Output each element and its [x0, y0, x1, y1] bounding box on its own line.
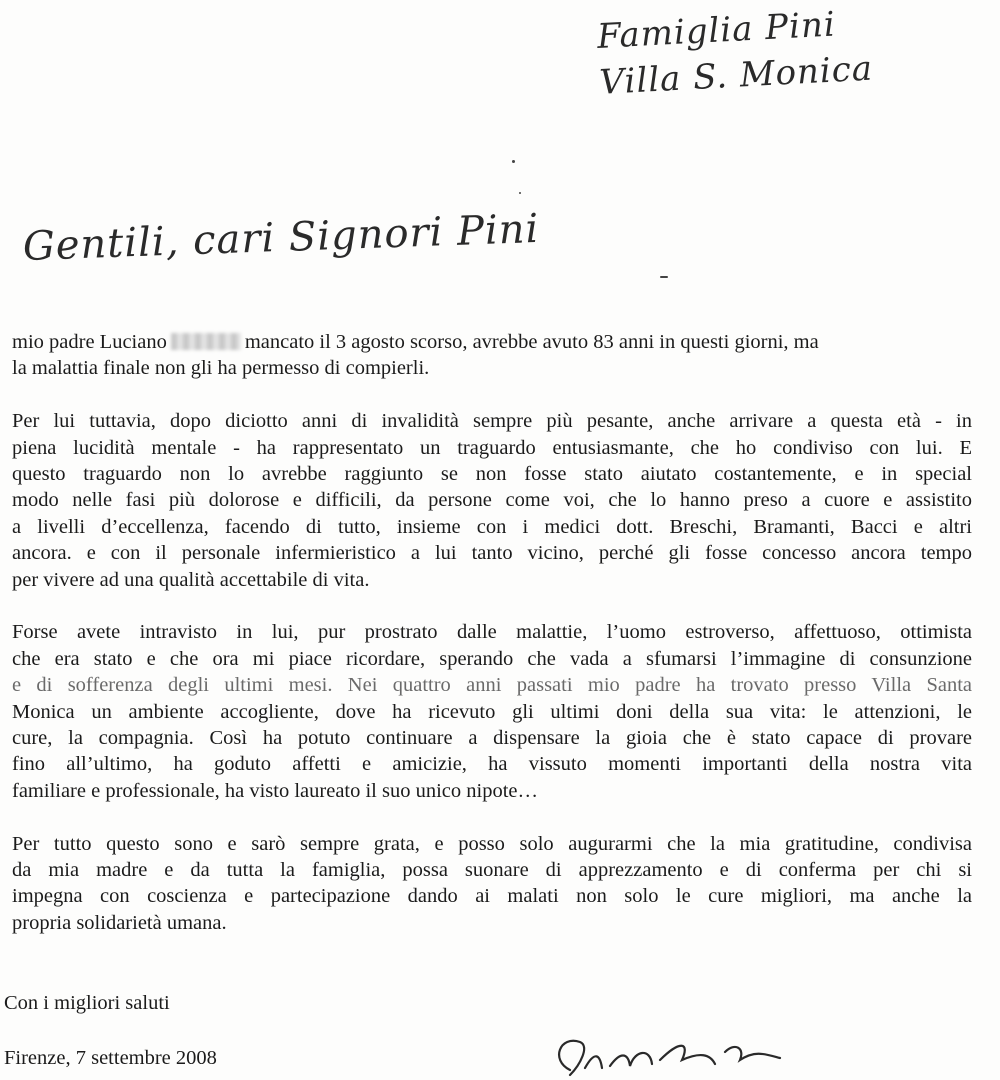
- text-line: che era stato e che ora mi piace ricordare, sperando che vada a sfumarsi l’immagine di consunzione: [12, 647, 972, 670]
- paragraph-2: [12, 408, 972, 593]
- ink-speck: [660, 276, 668, 278]
- paragraph-4: [12, 831, 972, 937]
- text-line: Monica un ambiente accogliente, dove ha ricevuto gli ultimi doni della sua vita: le attenzioni, le: [12, 700, 972, 723]
- text-line: familiare e professionale, ha visto laureato il suo unico nipote…: [12, 779, 539, 802]
- text-line: la malattia finale non gli ha permesso di compierli.: [12, 357, 430, 380]
- text-line: piena lucidità mentale - ha rappresentato un traguardo entusiasmante, che ho condiviso con lui. E: [12, 436, 972, 459]
- handwritten-addressee: [596, 0, 874, 106]
- text-line: impegna con coscienza e partecipazione dando ai malati non solo le cure migliori, ma anche la: [12, 885, 972, 908]
- closing-line: Con i migliori saluti: [4, 992, 170, 1014]
- text-line: propria solidarietà umana.: [12, 911, 227, 934]
- text-line: fino all’ultimo, ha goduto affetti e amicizie, ha vissuto momenti importanti della nostra vita: [12, 753, 972, 776]
- text-line: da mia madre e da tutta la famiglia, possa suonare di apprezzamento e di conferma per chi si: [12, 859, 972, 882]
- text-line: questo traguardo non lo avrebbe raggiunto se non fosse stato aiutato costantemente, e in special: [12, 463, 972, 486]
- ink-speck: [512, 160, 515, 163]
- place-and-date: Firenze, 7 settembre 2008: [4, 1047, 217, 1069]
- text-line: per vivere ad una qualità accettabile di vita.: [12, 568, 370, 591]
- text-line: Per tutto questo sono e sarò sempre grata, e posso solo augurarmi che la mia gratitudine, condivisa: [12, 832, 972, 855]
- text-line: a livelli d’eccellenza, facendo di tutto, insieme con i medici dott. Breschi, Bramanti, Bacci e altri: [12, 515, 972, 538]
- handwritten-salutation: Gentili, cari Signori Pini: [22, 205, 541, 270]
- text-line: modo nelle fasi più dolorose e difficili, da persone come voi, che lo hanno preso a cuore e assistito: [12, 489, 972, 512]
- ink-speck: [519, 192, 521, 194]
- handwritten-signature: [540, 1030, 790, 1080]
- paragraph-3: [12, 619, 972, 804]
- addressee-line-1: Famiglia Pini: [596, 4, 837, 57]
- text-line: cure, la compagnia. Così ha potuto continuare a dispensare la gioia che è stato capace di provare: [12, 727, 972, 750]
- letter-body: [12, 329, 972, 963]
- text-line: Forse avete intravisto in lui, pur prostrato dalle malattie, l’uomo estroverso, affettuoso, ottimista: [12, 621, 972, 644]
- text-line: mio padre Luciano mancato il 3 agosto scorso, avrebbe avuto 83 anni in questi giorni, ma: [12, 331, 819, 353]
- addressee-line-2: Villa S. Monica: [598, 48, 875, 103]
- paragraph-1: [12, 329, 972, 382]
- redacted-surname: [171, 333, 241, 350]
- text-line: e di sofferenza degli ultimi mesi. Nei quattro anni passati mio padre ha trovato presso Villa Santa: [12, 674, 972, 697]
- text-line: ancora. e con il personale infermieristico a lui tanto vicino, perché gli fosse concesso ancora tempo: [12, 542, 972, 565]
- text-line: Per lui tuttavia, dopo diciotto anni di invalidità sempre più pesante, anche arrivare a questa età - in: [12, 410, 972, 433]
